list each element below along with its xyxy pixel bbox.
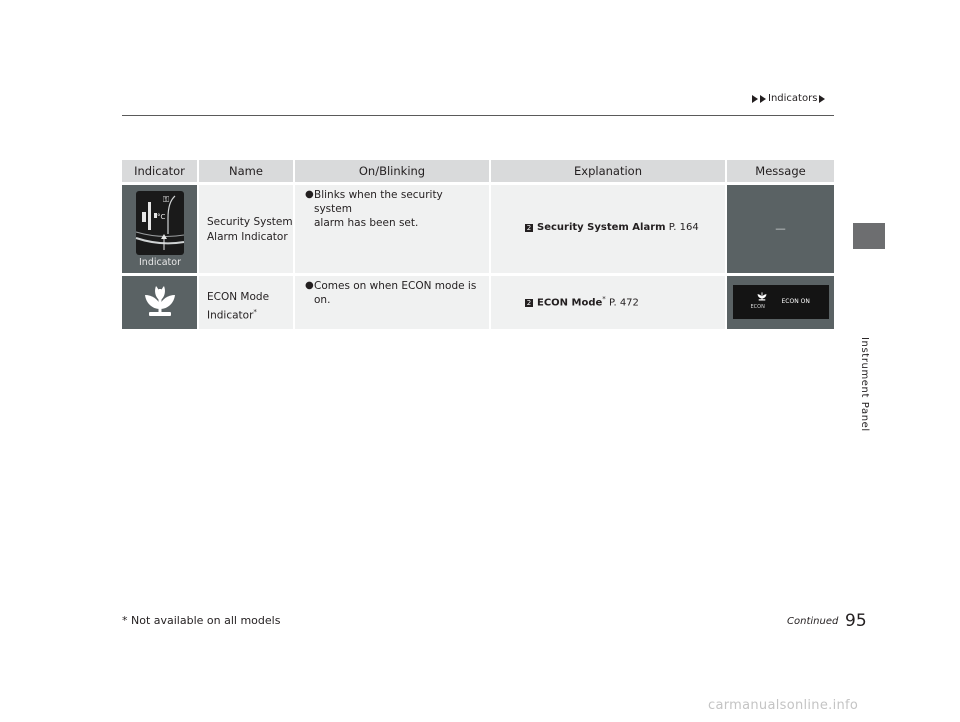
name-line: Security System	[207, 216, 293, 228]
breadcrumb-label: Indicators	[768, 93, 818, 104]
column-header: Indicator	[122, 160, 197, 182]
table-row	[122, 185, 834, 273]
xref-title: ECON Mode	[537, 297, 603, 309]
xref-page: P. 472	[608, 297, 639, 309]
column-header: Message	[725, 160, 834, 182]
message-cell	[725, 185, 834, 273]
econ-icon-label: ECON	[750, 304, 765, 310]
bullet-text: Blinks when the security system	[314, 189, 443, 215]
name-cell	[197, 276, 293, 329]
breadcrumb	[752, 93, 825, 104]
bullet-text: Comes on when ECON mode is	[314, 280, 477, 292]
message-cell	[725, 276, 834, 329]
name-line: Alarm Indicator	[207, 231, 288, 243]
column-header: Name	[197, 160, 293, 182]
xref-page: P. 164	[668, 222, 699, 233]
econ-message-display	[733, 285, 829, 319]
triangle-arrow-icon	[752, 95, 758, 103]
name-line: ECON Mode	[207, 291, 270, 303]
column-header: Explanation	[489, 160, 725, 182]
bullet-icon: ●	[305, 280, 314, 291]
cross-reference-link[interactable]	[491, 276, 725, 308]
xref-title: Security System Alarm	[537, 222, 666, 233]
security-system-alarm-icon	[130, 188, 190, 268]
column-header: On/Blinking	[293, 160, 489, 182]
continued-label: Continued	[787, 616, 839, 627]
bullet-text: on.	[314, 294, 331, 306]
indicator-cell	[122, 276, 197, 329]
footnote: * Not available on all models	[122, 614, 281, 627]
triangle-arrow-icon	[760, 95, 766, 103]
section-tab	[853, 223, 885, 249]
explanation-cell	[489, 276, 725, 329]
econ-mini-icon	[756, 290, 768, 302]
availability-mark: *	[602, 295, 606, 303]
watermark: carmanualsonline.info	[708, 698, 859, 713]
bullet-icon: ●	[305, 189, 314, 200]
table-row	[122, 276, 834, 329]
message-dash: —	[775, 223, 786, 235]
bullet-text: alarm has been set.	[314, 217, 419, 229]
svg-text:⚿: ⚿	[162, 194, 169, 204]
indicators-table	[122, 157, 834, 332]
econ-mode-icon	[140, 281, 180, 321]
page-number: 95	[845, 611, 867, 631]
triangle-arrow-icon	[819, 95, 825, 103]
on-blinking-cell	[293, 276, 489, 329]
econ-on-text: ECON ON	[781, 298, 810, 305]
header-rule	[122, 115, 834, 116]
name-line: Indicator	[207, 309, 254, 322]
name-cell	[197, 185, 293, 273]
on-blinking-cell	[293, 185, 489, 273]
gauge-unit: °C	[156, 212, 165, 221]
table-header-row	[122, 160, 834, 182]
explanation-cell	[489, 185, 725, 273]
availability-mark: *	[253, 308, 257, 316]
reference-arrow-icon: 2	[526, 299, 532, 308]
indicator-cell	[122, 185, 197, 273]
reference-arrow-icon: 2	[526, 224, 532, 232]
indicator-callout: Indicator	[138, 256, 181, 268]
cross-reference-link[interactable]	[491, 185, 725, 233]
